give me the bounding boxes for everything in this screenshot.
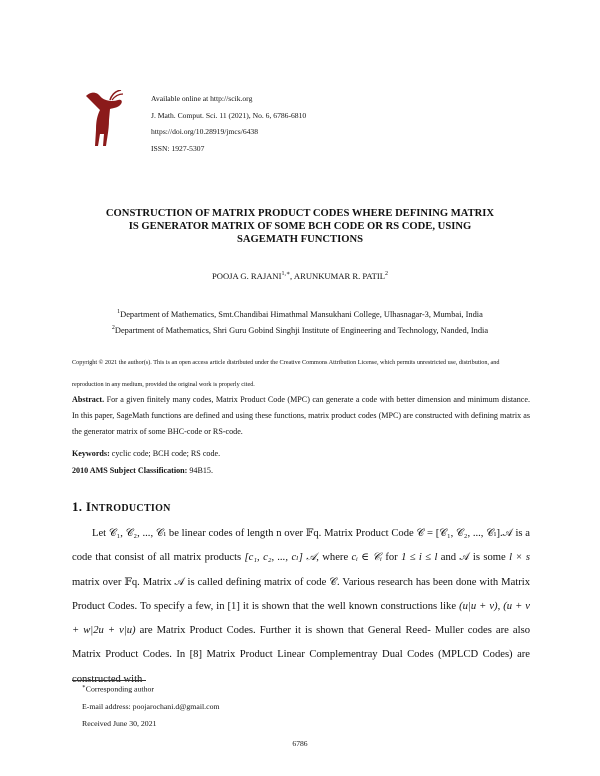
abstract-label: Abstract.	[72, 395, 105, 404]
section-number: 1.	[72, 499, 83, 514]
ams-label: 2010 AMS Subject Classification:	[72, 466, 188, 475]
availability-line: Available online at http://scik.org	[151, 94, 253, 103]
math-expr: 𝒞	[416, 528, 425, 539]
footnote-corresponding	[82, 684, 154, 694]
section-title-initial: I	[85, 499, 92, 514]
body-text: is some	[469, 552, 510, 564]
body-text: for	[381, 552, 402, 564]
author-name: POOJA G. RAJANI	[211, 270, 282, 281]
body-text: =	[424, 528, 436, 539]
title-line: CONSTRUCTION OF MATRIX PRODUCT CODES WHERE DEFINING MATRIX	[105, 208, 495, 219]
issn-line: ISSN: 1927-5307	[151, 143, 205, 153]
journal-logo-antelope-icon	[82, 90, 124, 148]
copyright-notice: Copyright © 2021 the author(s). This is an open access article distributed under the Creative Commons Attribution License, which permits unrestricted use, distribution, and reproduction in any medium, provided the original work is properly cited.	[72, 359, 500, 388]
section-title-rest: NTRODUCTION	[91, 503, 171, 514]
math-expr: [c₁, c₂, ..., cₗ] 𝒜	[244, 552, 317, 564]
footnote-email	[82, 702, 220, 711]
math-expr: l × s	[509, 552, 531, 564]
affiliation-text: Department of Mathematics, Smt.Chandibai Himathmal Mansukhani College, Ulhasnagar-3, Mumbai, India	[120, 309, 483, 319]
body-paragraph	[72, 522, 530, 692]
affiliation-2	[40, 325, 560, 335]
body-text: are Matrix Product Codes. Further it is shown that General Reed- Muller codes are also Matrix Product Codes. In [8] Matrix Product Linear Complementray Dual Codes (MPLCD Codes) are constructed with	[72, 625, 530, 685]
author-affiliation-marker: 1,∗	[281, 271, 291, 277]
math-expr: [𝒞₁, 𝒞₂, ..., 𝒞ₗ].𝒜	[435, 528, 513, 539]
footnote-divider	[72, 680, 146, 681]
affiliation-marker: 1	[117, 309, 121, 315]
citation-line: J. Math. Comput. Sci. 11 (2021), No. 6, 6786-6810	[151, 110, 307, 120]
author-name: ARUNKUMAR R. PATIL	[293, 270, 385, 281]
footnote-marker: ∗	[82, 684, 86, 690]
math-expr: 𝒜	[174, 576, 185, 588]
section-heading	[72, 499, 171, 515]
keywords	[72, 449, 530, 458]
math-expr: 𝔽q	[124, 576, 138, 588]
introduction-body	[72, 522, 530, 692]
paper-title	[60, 208, 540, 246]
footnote-received: Received June 30, 2021	[82, 719, 157, 728]
body-text: is a code that consist of all matrix products	[72, 528, 530, 564]
math-expr: (u|u + v), (u + v + w|2u + v|u)	[72, 600, 530, 637]
math-expr: 𝒜	[459, 552, 470, 564]
keywords-text: cyclic code; BCH code; RS code.	[111, 449, 221, 458]
affiliation-marker: 2	[111, 325, 115, 331]
title-line: SAGEMATH FUNCTIONS	[236, 233, 364, 245]
email-link[interactable]: poojarochani.d@gmail.com	[132, 702, 220, 711]
affiliation-1	[40, 309, 560, 319]
abstract-text: For a given finitely many codes, Matrix Product Code (MPC) can generate a code with better dimension and minimum distance. In this paper, SageMath functions are defined and using these functions, matrix product codes (MPC) are constructed with defining matrix as the generator matrix of some BHC-code or RS-code.	[72, 395, 530, 437]
body-text: , where	[316, 552, 352, 564]
title-line: IS GENERATOR MATRIX OF SOME BCH CODE OR RS CODE, USING	[128, 220, 472, 232]
body-text: . Matrix	[137, 576, 175, 588]
body-text: is called defining matrix of code	[184, 576, 330, 588]
ams-text: 94B15.	[189, 466, 213, 475]
math-expr: 𝒞₁, 𝒞₂, ..., 𝒞ₗ	[108, 528, 167, 539]
body-text: matrix over	[72, 576, 125, 588]
author-separator: ,	[290, 270, 294, 281]
body-text: . Matrix Product Code	[318, 528, 417, 539]
math-expr: 𝔽q	[305, 528, 319, 539]
doi-link[interactable]: https://doi.org/10.28919/jmcs/6438	[151, 127, 259, 137]
body-text: be linear codes of length n over	[166, 528, 306, 539]
body-text: and	[437, 552, 460, 564]
corresponding-author-text: Corresponding author	[85, 684, 154, 694]
affiliation-text: Department of Mathematics, Shri Guru Gobind Singhji Institute of Engineering and Technology, Nanded, India	[114, 325, 489, 335]
author-affiliation-marker: 2	[385, 271, 388, 277]
math-expr: cᵢ ∈ 𝒞ᵢ	[351, 552, 382, 564]
ams-classification	[72, 466, 530, 475]
keywords-label: Keywords:	[72, 449, 110, 458]
publication-info	[151, 91, 306, 157]
abstract	[72, 392, 530, 441]
math-expr: 𝒞	[329, 576, 337, 588]
body-text: . Various research has been done with Matrix Product Codes. To specify a few, in [1] it is shown that the well known constructions like	[72, 576, 530, 612]
body-text: Let	[92, 528, 109, 539]
page-number: 6786	[292, 739, 308, 748]
math-expr: 1 ≤ i ≤ l	[401, 552, 438, 564]
email-label: E-mail address:	[82, 702, 133, 711]
author-list	[0, 270, 600, 281]
